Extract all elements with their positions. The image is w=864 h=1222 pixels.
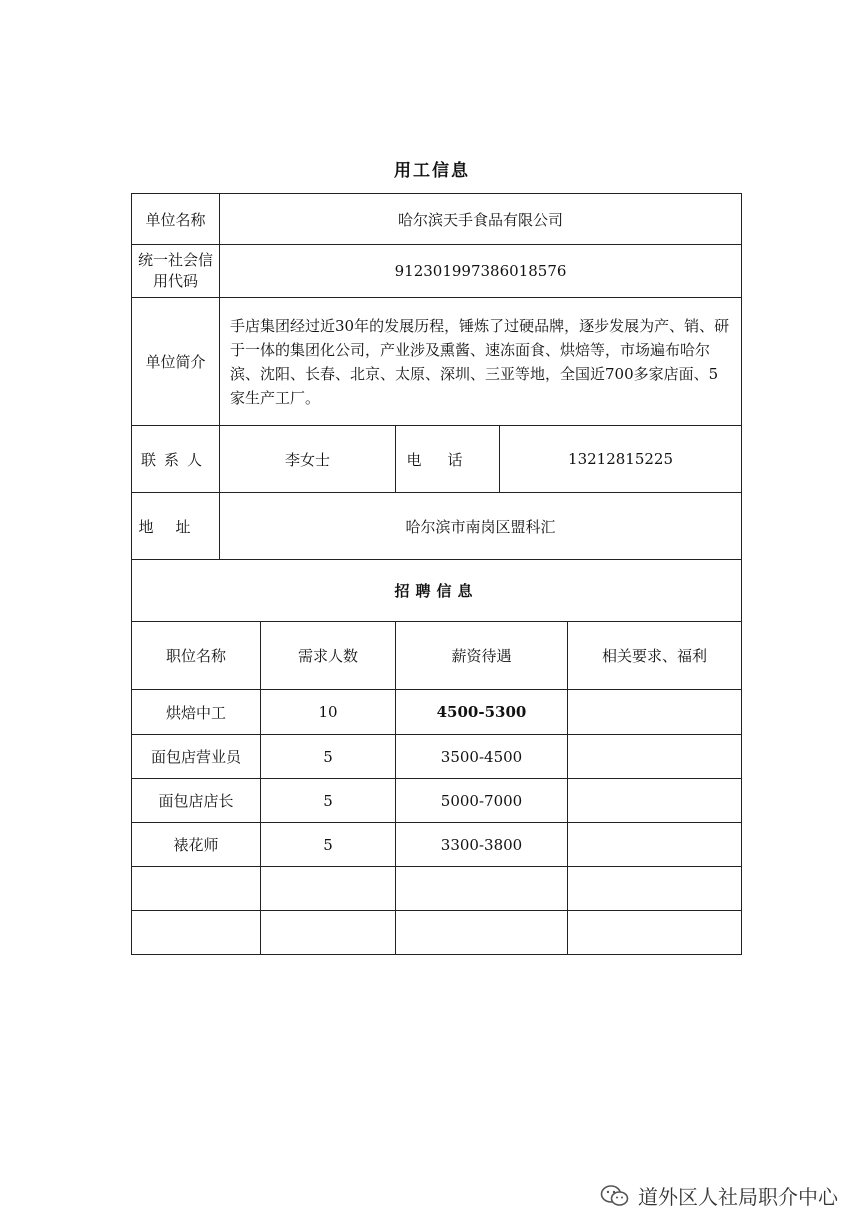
- company-name-label: 单位名称: [132, 194, 220, 245]
- company-intro-text: 手店集团经过近30年的发展历程，锤炼了过硬品牌，逐步发展为产、销、研于一体的集团化公司，产业涉及熏酱、速冻面食、烘焙等，市场遍布哈尔滨、沈阳、长春、北京、太原、深圳、三亚等地，全国近700多家店面、5家生产工厂。: [220, 298, 742, 426]
- benefits-cell: [568, 823, 742, 867]
- contact-label: 联系人: [132, 426, 220, 493]
- credit-code-value: 912301997386018576: [220, 245, 742, 298]
- credit-code-row: [132, 245, 742, 298]
- position-cell: 面包店营业员: [132, 735, 261, 779]
- headcount-cell: 5: [261, 779, 396, 823]
- position-cell: 面包店店长: [132, 779, 261, 823]
- headcount-cell: 5: [261, 735, 396, 779]
- company-name-row: [132, 194, 742, 245]
- company-name-value: 哈尔滨天手食品有限公司: [220, 194, 742, 245]
- position-cell: 烘焙中工: [132, 690, 261, 735]
- recruit-section-title: 招聘信息: [132, 560, 742, 622]
- table-row: [132, 735, 742, 779]
- headcount-cell: 10: [261, 690, 396, 735]
- benefits-cell: [568, 735, 742, 779]
- headcount-cell: 5: [261, 823, 396, 867]
- footer-source: [600, 1181, 838, 1210]
- benefits-cell: [568, 911, 742, 955]
- employment-info-table: [131, 193, 742, 955]
- recruit-section-row: [132, 560, 742, 622]
- company-intro-row: [132, 298, 742, 426]
- contact-row: [132, 426, 742, 493]
- credit-code-label: 统一社会信用代码: [132, 245, 220, 298]
- table-row: [132, 690, 742, 735]
- salary-cell: 4500-5300: [396, 690, 568, 735]
- header-benefits: 相关要求、福利: [568, 622, 742, 690]
- address-label: 地址: [132, 493, 220, 560]
- header-salary: 薪资待遇: [396, 622, 568, 690]
- phone-value: 13212815225: [500, 426, 742, 493]
- table-row: [132, 823, 742, 867]
- recruit-header-row: [132, 622, 742, 690]
- table-row: [132, 867, 742, 911]
- position-cell: 裱花师: [132, 823, 261, 867]
- salary-cell: [396, 867, 568, 911]
- header-headcount: 需求人数: [261, 622, 396, 690]
- contact-value: 李女士: [220, 426, 396, 493]
- salary-cell: 3500-4500: [396, 735, 568, 779]
- phone-label: 电话: [396, 426, 500, 493]
- benefits-cell: [568, 867, 742, 911]
- salary-cell: 3300-3800: [396, 823, 568, 867]
- headcount-cell: [261, 911, 396, 955]
- wechat-icon: [600, 1184, 630, 1208]
- address-row: [132, 493, 742, 560]
- position-cell: [132, 911, 261, 955]
- benefits-cell: [568, 779, 742, 823]
- benefits-cell: [568, 690, 742, 735]
- company-intro-label: 单位简介: [132, 298, 220, 426]
- position-cell: [132, 867, 261, 911]
- table-row: [132, 779, 742, 823]
- headcount-cell: [261, 867, 396, 911]
- address-value: 哈尔滨市南岗区盟科汇: [220, 493, 742, 560]
- footer-source-text: 道外区人社局职介中心: [638, 1185, 838, 1209]
- salary-cell: [396, 911, 568, 955]
- header-position: 职位名称: [132, 622, 261, 690]
- table-row: [132, 911, 742, 955]
- document-title: 用工信息: [394, 161, 470, 181]
- salary-cell: 5000-7000: [396, 779, 568, 823]
